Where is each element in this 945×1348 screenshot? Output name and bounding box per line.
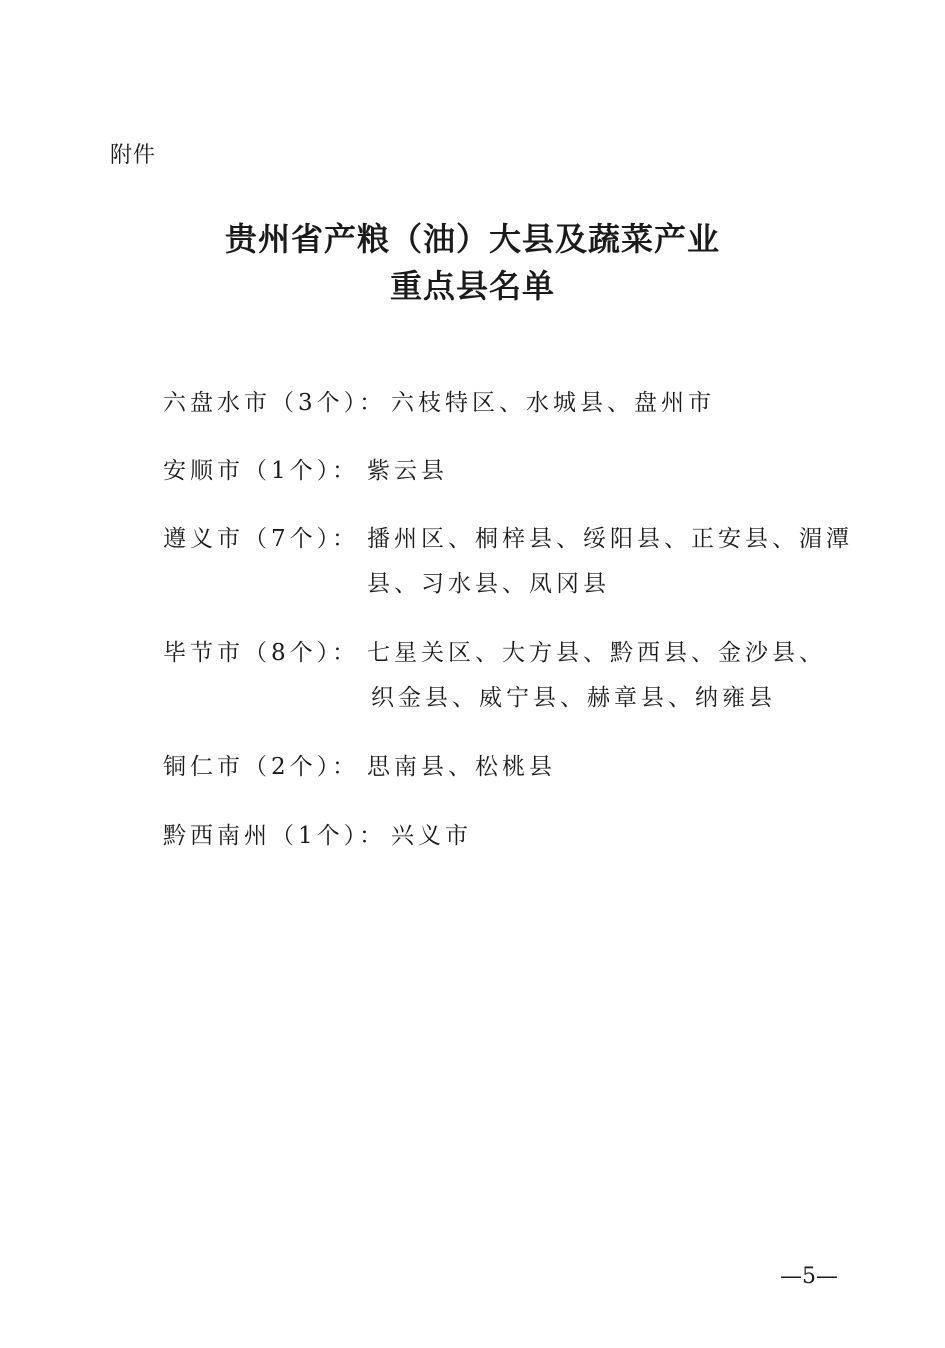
entry-prefix: 安顺市（1个）： (163, 458, 360, 484)
entry-prefix: 铜仁市（2个）： (163, 754, 360, 780)
entry-counties: 思南县、松桃县 (367, 754, 556, 780)
entry-counties: 播州区、桐梓县、绥阳县、正安县、湄潭 (367, 526, 853, 552)
entry-counties: 六枝特区、水城县、盘州市 (391, 390, 715, 416)
entry-counties: 七星关区、大方县、黔西县、金沙县、 (367, 640, 826, 666)
entry-counties: 紫云县 (367, 458, 448, 484)
entry-counties-continued: 县、习水县、凤冈县 (367, 571, 610, 597)
entry-prefix: 黔西南州（1个）： (163, 823, 387, 849)
entry-counties: 兴义市 (391, 823, 472, 849)
entry-prefix: 毕节市（8个）： (163, 640, 360, 666)
document-title-line-2: 重点县名单 (389, 267, 555, 305)
attachment-label: 附件 (110, 143, 157, 168)
document-title-line-1: 贵州省产粮（油）大县及蔬菜产业 (224, 220, 720, 258)
entry-counties-continued: 织金县、威宁县、赫章县、纳雍县 (371, 685, 776, 711)
entry-prefix: 六盘水市（3个）： (163, 390, 387, 416)
entry-prefix: 遵义市（7个）： (163, 526, 360, 552)
page-number: —5— (780, 1264, 838, 1289)
